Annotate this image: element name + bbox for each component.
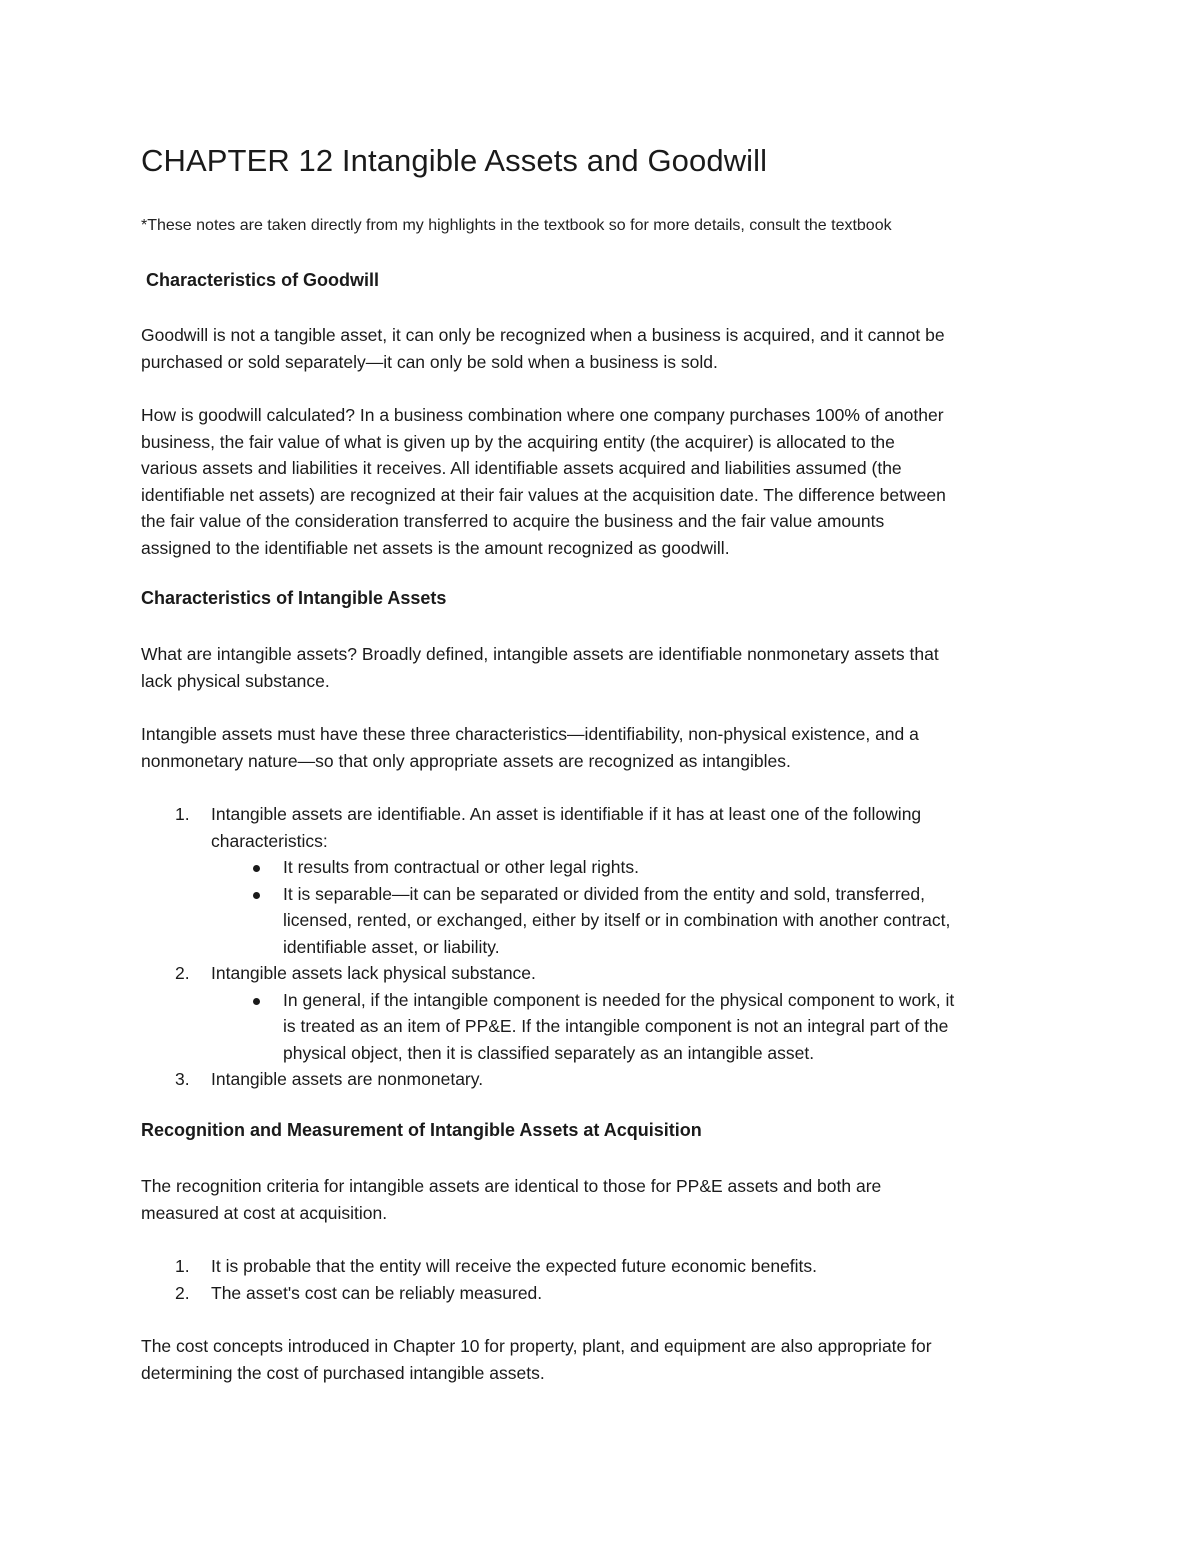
bullet-icon	[253, 998, 260, 1005]
list-item	[141, 1066, 1066, 1093]
list-item	[141, 801, 1066, 960]
text-line: lack physical substance.	[141, 670, 330, 691]
text-line: identifiable asset, or liability.	[283, 936, 500, 957]
list-number: 1.	[175, 1256, 190, 1276]
text-line: How is goodwill calculated? In a business combination where one company purchases 100% of another	[141, 405, 944, 425]
text-line: Intangible assets are identifiable. An asset is identifiable if it has at least one of the following	[211, 804, 922, 824]
text-line: In general, if the intangible component is needed for the physical component to work, it	[283, 989, 955, 1010]
list-number: 2.	[175, 1282, 190, 1303]
text-line: Goodwill is not a tangible asset, it can only be recognized when a business is acquired, and it cannot be	[141, 325, 945, 345]
text-line: It is separable—it can be separated or divided from the entity and sold, transferred,	[283, 883, 926, 904]
list-number: 3.	[175, 1069, 190, 1089]
text-line: characteristics:	[211, 830, 328, 851]
bullet-icon	[253, 865, 260, 872]
list-number: 2.	[175, 963, 190, 983]
list-number: 1.	[175, 804, 190, 824]
text-line: is treated as an item of PP&E. If the intangible component is not an integral part of the	[283, 1016, 949, 1036]
text-line: The recognition criteria for intangible assets are identical to those for PP&E assets and both are	[141, 1176, 882, 1196]
list-item	[141, 1280, 1066, 1307]
bullet-item	[141, 987, 1066, 1067]
sub-list	[211, 987, 1066, 1067]
goodwill-paragraph-1	[141, 322, 1066, 375]
text-line: physical object, then it is classified separately as an intangible asset.	[283, 1042, 815, 1063]
text-line: business, the fair value of what is given up by the acquiring entity (the acquirer) is allocated to the	[141, 431, 895, 452]
text-line: measured at cost at acquisition.	[141, 1202, 388, 1223]
intangibles-paragraph-1	[141, 641, 1066, 694]
bullet-item	[141, 854, 1066, 881]
text-line: the fair value of the consideration transferred to acquire the business and the fair value amounts	[141, 511, 885, 531]
text-line: determining the cost of purchased intangible assets.	[141, 1362, 545, 1383]
text-line: What are intangible assets? Broadly defined, intangible assets are identifiable nonmonetary assets that	[141, 644, 939, 664]
section-heading-intangibles: Characteristics of Intangible Assets	[141, 588, 447, 608]
characteristics-list	[141, 801, 1066, 1093]
text-line: Intangible assets lack physical substance.	[211, 963, 536, 983]
bullet-item	[141, 881, 1066, 961]
text-line: identifiable net assets) are recognized at their fair values at the acquisition date. The difference between	[141, 484, 946, 505]
text-line: Intangible assets are nonmonetary.	[211, 1069, 484, 1089]
page-title: CHAPTER 12 Intangible Assets and Goodwill	[141, 143, 768, 178]
recognition-criteria-list	[141, 1253, 1066, 1306]
text-line: purchased or sold separately—it can only be sold when a business is sold.	[141, 351, 718, 372]
list-item	[141, 960, 1066, 1066]
source-note: *These notes are taken directly from my highlights in the textbook so for more details, consult the textbook	[141, 217, 892, 234]
text-line: assigned to the identifiable net assets is the amount recognized as goodwill.	[141, 537, 730, 558]
text-line: various assets and liabilities it receives. All identifiable assets acquired and liabilities assumed (the	[141, 458, 902, 478]
text-line: nonmonetary nature—so that only appropriate assets are recognized as intangibles.	[141, 750, 791, 771]
text-line: The cost concepts introduced in Chapter 10 for property, plant, and equipment are also appropriate for	[141, 1336, 932, 1356]
goodwill-paragraph-2	[141, 402, 1066, 561]
recognition-paragraph-2	[141, 1333, 1066, 1386]
section-heading-goodwill: Characteristics of Goodwill	[146, 270, 380, 290]
sub-list	[211, 854, 1066, 960]
intangibles-paragraph-2	[141, 721, 1066, 774]
list-item	[141, 1253, 1066, 1280]
text-line: Intangible assets must have these three characteristics—identifiability, non-physical existence, and a	[141, 724, 919, 744]
bullet-icon	[253, 892, 260, 899]
section-heading-recognition: Recognition and Measurement of Intangible Assets at Acquisition	[141, 1120, 702, 1140]
text-line: The asset's cost can be reliably measured.	[211, 1282, 543, 1303]
text-line: It is probable that the entity will receive the expected future economic benefits.	[211, 1256, 818, 1276]
recognition-paragraph-1	[141, 1173, 1066, 1226]
text-line: It results from contractual or other legal rights.	[283, 857, 639, 877]
text-line: licensed, rented, or exchanged, either by itself or in combination with another contract,	[283, 910, 951, 930]
